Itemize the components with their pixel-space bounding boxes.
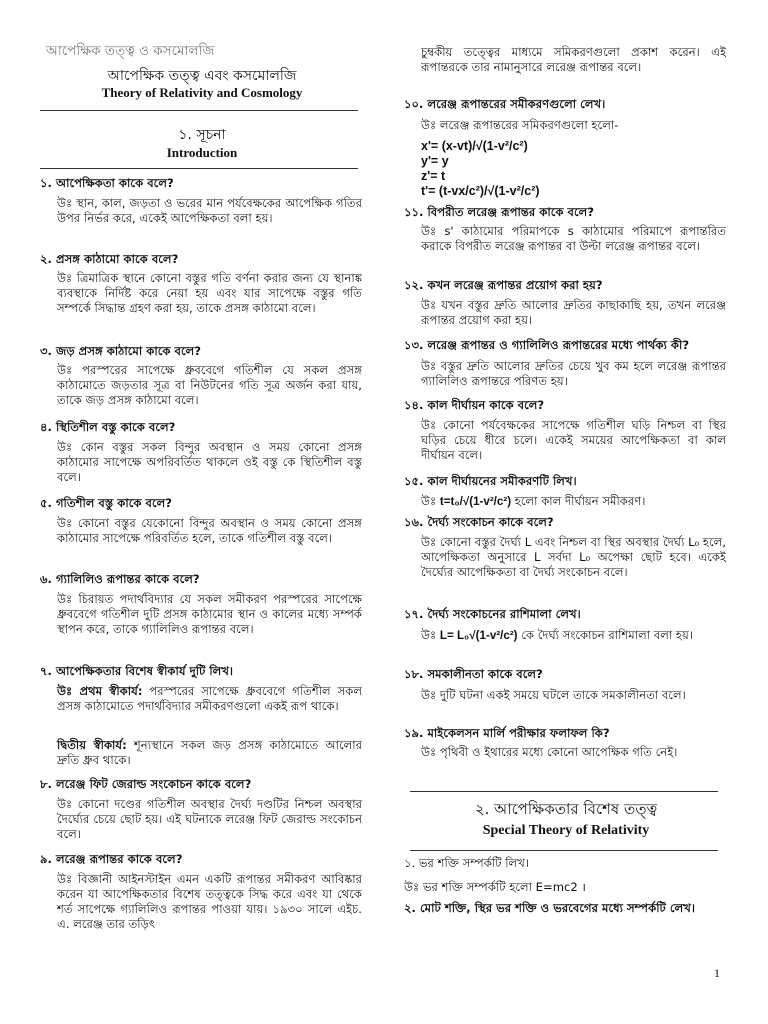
answer-11: উঃ s' কাঠামোর পরিমাপকে s কাঠামোর পরিমাপে রূপান্তরিত করাকে বিপরীত লরেঞ্জ রূপান্তর বা উল্টা লরেঞ্জ রূপান্তর বলে।: [421, 224, 726, 253]
question-18: ১৮. সমকালীনতা কাকে বলে?: [404, 667, 543, 681]
section-2-answer-1: উঃ ভর শক্তি সম্পর্কটি হলো E=mc2 ।: [404, 880, 586, 894]
question-8: ৮. লরেঞ্জ ফিট জেরাল্ড সংকোচন কাকে বলে?: [40, 777, 252, 791]
question-2: ২. প্রসঙ্গ কাঠামো কাকে বলে?: [40, 252, 179, 266]
page-title-english: Theory of Relativity and Cosmology: [101, 85, 303, 100]
section-2-heading-bengali: ২. আপেক্ষিকতার বিশেষ তত্ত্ব: [474, 800, 658, 818]
question-5: ৫. গতিশীল বস্তু কাকে বলে?: [40, 496, 173, 510]
postulate-2-label: দ্বিতীয় স্বীকার্য:: [57, 738, 127, 752]
section-2-top-divider: [410, 791, 718, 792]
postulate-2-text: শূন্যস্থানে সকল জড় প্রসঙ্গ কাঠামোতে আলোর দ্রুতি ধ্রুব থাকে।: [57, 738, 363, 767]
question-10: ১০. লরেঞ্জ রূপান্তরের সমীকরণগুলো লেখ।: [404, 97, 606, 111]
question-16: ১৬. দৈর্ঘ্য সংকোচন কাকে বলে?: [404, 515, 554, 529]
answer-17-suffix: কে দৈর্ঘ্য সংকোচন রাশিমালা বলা হয়।: [517, 628, 693, 642]
answer-15-suffix: হলো কাল দীর্ঘায়ন সমীকরণ।: [511, 494, 646, 508]
answer-15: [421, 494, 726, 509]
answer-14: উঃ কোনো পর্যবেক্ষকের সাপেক্ষে গতিশীল ঘড়ি নিশ্চল বা স্থির ঘড়ির চেয়ে ধীরে চলে। একেই সময়ের আপেক্ষিকতা বা কাল দীর্ঘায়ন বলে।: [421, 418, 726, 462]
answer-17-prefix: উঃ: [421, 628, 440, 642]
lorentz-equation-y: y'= y: [421, 154, 449, 168]
answer-2: উঃ ত্রিমাত্রিক স্থানে কোনো বস্তুর গতি বর্ণনা করার জন্য যে স্থানাঙ্ক ব্যবস্থাকে নির্দিষ্ট করে নেয়া হয় এবং যার সাপেক্ষে বস্তুর গতি সম্পর্কে সিদ্ধান্ত গ্রহণ করা হয়, তাকে প্রসঙ্গ কাঠামো বলে।: [57, 271, 362, 315]
answer-13: উঃ বস্তুর দ্রুতি আলোর দ্রুতির চেয়ে খুব কম হলে লরেঞ্জ রূপান্তর গ্যালিলিও রূপান্তরে পরিণত হয়।: [421, 359, 726, 388]
question-6: ৬. গ্যালিলিও রূপান্তর কাকে বলে?: [40, 572, 200, 586]
answer-7-postulate-2: [57, 738, 362, 768]
section-2-bottom-divider: [410, 850, 718, 851]
section-divider: [40, 168, 358, 169]
answer-1: উঃ স্থান, কাল, জড়তা ও ভরের মান পর্যবেক্ষকের আপেক্ষিক গতির উপর নির্ভর করে, একেই আপেক্ষিকতা বলা হয়।: [57, 196, 362, 225]
title-divider: [40, 110, 358, 111]
answer-12: উঃ যখন বস্তুর দ্রুতি আলোর দ্রুতির কাছাকাছি হয়, তখন লরেঞ্জ রূপান্তর প্রয়োগ করা হয়।: [421, 298, 726, 327]
question-7: ৭. আপেক্ষিকতার বিশেষ স্বীকার্য দুটি লিখ।: [40, 664, 234, 678]
postulate-1-label: উঃ প্রথম স্বীকার্য:: [57, 684, 143, 698]
answer-7-postulate-1: [57, 684, 362, 714]
answer-15-prefix: উঃ: [421, 494, 440, 508]
section-2-question-1: ১. ভর শক্তি সম্পর্কটি লিখ।: [404, 856, 529, 870]
question-17: ১৭. দৈর্ঘ্য সংকোচনের রাশিমালা লেখ।: [404, 607, 581, 621]
answer-17: [421, 628, 726, 643]
answer-16: উঃ কোনো বস্তুর দৈর্ঘ্য L এবং নিশ্চল বা স্থির অবস্থার দৈর্ঘ্য L₀ হলে, আপেক্ষিকতা অনুসারে L সর্বদা L₀ অপেক্ষা ছোট হবে। একেই দৈর্ঘ্যের আপেক্ষিকতা বা দৈর্ঘ্য সংকোচন বলে।: [421, 535, 726, 579]
lorentz-equation-z: z'= t: [421, 169, 446, 183]
question-13: ১৩. লরেঞ্জ রূপান্তর ও গ্যালিলিও রূপান্তরের মধ্যে পার্থক্য কী?: [404, 338, 690, 352]
question-12: ১২. কখন লরেঞ্জ রূপান্তর প্রয়োগ করা হয়?: [404, 278, 603, 292]
lorentz-equation-x: x'= (x-vt)/√(1-v²/c²): [421, 139, 528, 153]
answer-5: উঃ কোনো বস্তুর যেকোনো বিন্দুর অবস্থান ও সময় কোনো প্রসঙ্গ কাঠামোর সাপেক্ষে পরিবর্তিত হলে, তাকে গতিশীল বস্তু বলে।: [57, 516, 362, 545]
postulate-1-text: পরস্পরের সাপেক্ষে ধ্রুববেগে গতিশীল সকল প্রসঙ্গ কাঠামোতে পদার্থবিদ্যার সমীকরণগুলো একই রূপ থাকে।: [57, 684, 362, 713]
section-2-heading-english: Special Theory of Relativity: [482, 823, 650, 838]
answer-3: উঃ পরস্পরের সাপেক্ষে ধ্রুববেগে গতিশীল যে সকল প্রসঙ্গ কাঠামোতে জড়তার সূত্র বা নিউটনের গতি সূত্র অর্জন করা যায়, তাকে জড় প্রসঙ্গ কাঠামো বলে।: [57, 363, 362, 407]
answer-9-continued: চুম্বকীয় তত্ত্বের মাধ্যমে সমিকরণগুলো প্রকাশ করেন। এই রূপান্তরকে তার নামানুসারে লরেঞ্জ রূপান্তর বলে।: [421, 45, 726, 74]
question-14: ১৪. কাল দীর্ঘায়ন কাকে বলে?: [404, 398, 545, 412]
time-dilation-formula: t=t₀/√(1-v²/c²): [439, 495, 512, 508]
answer-4: উঃ কোন বস্তুর সকল বিন্দুর অবস্থান ও সময় কোনো প্রসঙ্গ কাঠামোর সাপেক্ষে অপরিবর্তিত থাকলে ওই বস্তু কে স্থিতিশীল বস্তু বলে।: [57, 440, 362, 484]
question-3: ৩. জড় প্রসঙ্গ কাঠামো কাকে বলে?: [40, 344, 201, 358]
answer-9: উঃ বিজ্ঞানী আইনস্টাইন এমন একটি রূপান্তর সমীকরণ আবিষ্কার করেন যা আপেক্ষিকতার বিশেষ তত্ত্বকে সিদ্ধ করে এবং যা থেকে শর্ত সাপেক্ষে গ্যালিলিও রূপান্তর পাওয়া যায়। ১৯৩০ সালে এইচ. এ. লরেঞ্জ তার তড়িৎ: [57, 872, 362, 931]
answer-18: উঃ দুটি ঘটনা একই সময়ে ঘটলে তাকে সমকালীনতা বলে।: [421, 688, 686, 702]
lorentz-equation-t: t'= (t-vx/c²)/√(1-v²/c²): [421, 184, 540, 198]
question-9: ৯. লরেঞ্জ রূপান্তর কাকে বলে?: [40, 852, 183, 866]
question-4: ৪. স্থিতিশীল বস্তু কাকে বলে?: [40, 420, 176, 434]
running-head: আপেক্ষিক তত্ত্ব ও কসমোলজি: [46, 43, 215, 59]
answer-10: উঃ লরেঞ্জ রূপান্তরের সমিকরণগুলো হলো-: [421, 118, 619, 132]
answer-19: উঃ পৃথিবী ও ইথারের মধ্যে কোনো আপেক্ষিক গতি নেই।: [421, 745, 678, 759]
answer-8: উঃ কোনো দণ্ডের গতিশীল অবস্থার দৈর্ঘ্য দণ্ডটির নিশ্চল অবস্থার দৈর্ঘ্যের চেয়ে ছোট হয়। এই ঘটনাকে লরেঞ্জ ফিট জেরাল্ড সংকোচন বলে।: [57, 797, 362, 841]
question-11: ১১. বিপরীত লরেঞ্জ রূপান্তর কাকে বলে?: [404, 205, 595, 219]
section-2-question-2: ২. মোট শক্তি, স্থির ভর শক্তি ও ভরবেগের মধ্যে সম্পর্কটি লেখ।: [404, 901, 695, 915]
question-19: ১৯. মাইকেলসন মার্লি পরীক্ষার ফলাফল কি?: [404, 726, 610, 740]
section-heading-english: Introduction: [166, 145, 238, 160]
question-15: ১৫. কাল দীর্ঘায়নের সমীকরণটি লিখ।: [404, 474, 577, 488]
section-heading-bengali: ১. সূচনা: [178, 127, 226, 143]
page-number: 1: [714, 966, 720, 980]
answer-6: উঃ চিরায়ত পদার্থবিদ্যার যে সকল সমীকরণ পরস্পরের সাপেক্ষে ধ্রুববেগে গতিশীল দুটি প্রসঙ্গ কাঠামোর স্থান ও কালের মধ্যে সম্পর্ক স্থাপন করে, তাকে গ্যালিলিও রূপান্তর বলে।: [57, 592, 362, 636]
length-contraction-formula: L= L₀√(1-v²/c²): [439, 629, 518, 642]
page-title-bengali: আপেক্ষিক তত্ত্ব এবং কসমোলজি: [107, 68, 297, 84]
question-1: ১. আপেক্ষিকতা কাকে বলে?: [40, 176, 174, 190]
